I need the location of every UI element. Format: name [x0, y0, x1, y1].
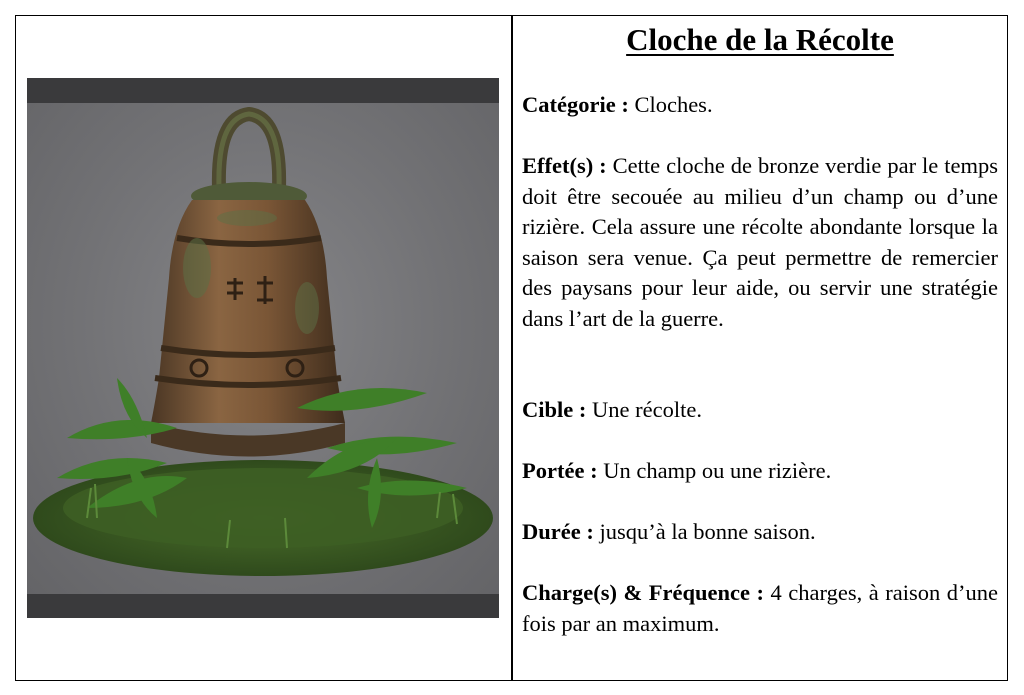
field-duree	[522, 517, 998, 548]
field-label: Cible :	[522, 397, 587, 422]
field-charges-frequence	[522, 578, 998, 639]
field-value: Cloches.	[628, 92, 713, 117]
field-label: Effet(s) :	[522, 153, 607, 178]
field-value: Une récolte.	[586, 397, 702, 422]
field-categorie	[522, 90, 998, 121]
field-value: 4 charges, à raison d’une fois par an maximum.	[522, 580, 998, 636]
field-portee	[522, 456, 998, 487]
field-label: Portée :	[522, 458, 598, 483]
item-title: Cloche de la Récolte	[626, 22, 894, 57]
field-label: Durée :	[522, 519, 594, 544]
bell-illustration	[27, 78, 499, 618]
field-cible	[522, 395, 998, 426]
field-value: Cette cloche de bronze verdie par le temps doit être secouée au milieu d’un champ ou d’une rizière. Cela assure une récolte abondante lorsque la saison sera venue. Ça peut permettre de remercier des paysans pour leur aide, ou servir une stratégie dans l’art de la guerre.	[522, 153, 998, 331]
field-label: Catégorie :	[522, 92, 629, 117]
field-effets	[522, 151, 998, 334]
field-label: Charge(s) & Fréquence :	[522, 580, 764, 605]
bronze-bell-icon	[27, 78, 499, 618]
field-value: Un champ ou une rizière.	[597, 458, 832, 483]
item-description	[522, 16, 998, 680]
item-card	[15, 15, 1008, 681]
field-value: jusqu’à la bonne saison.	[593, 519, 816, 544]
column-divider	[511, 16, 513, 680]
